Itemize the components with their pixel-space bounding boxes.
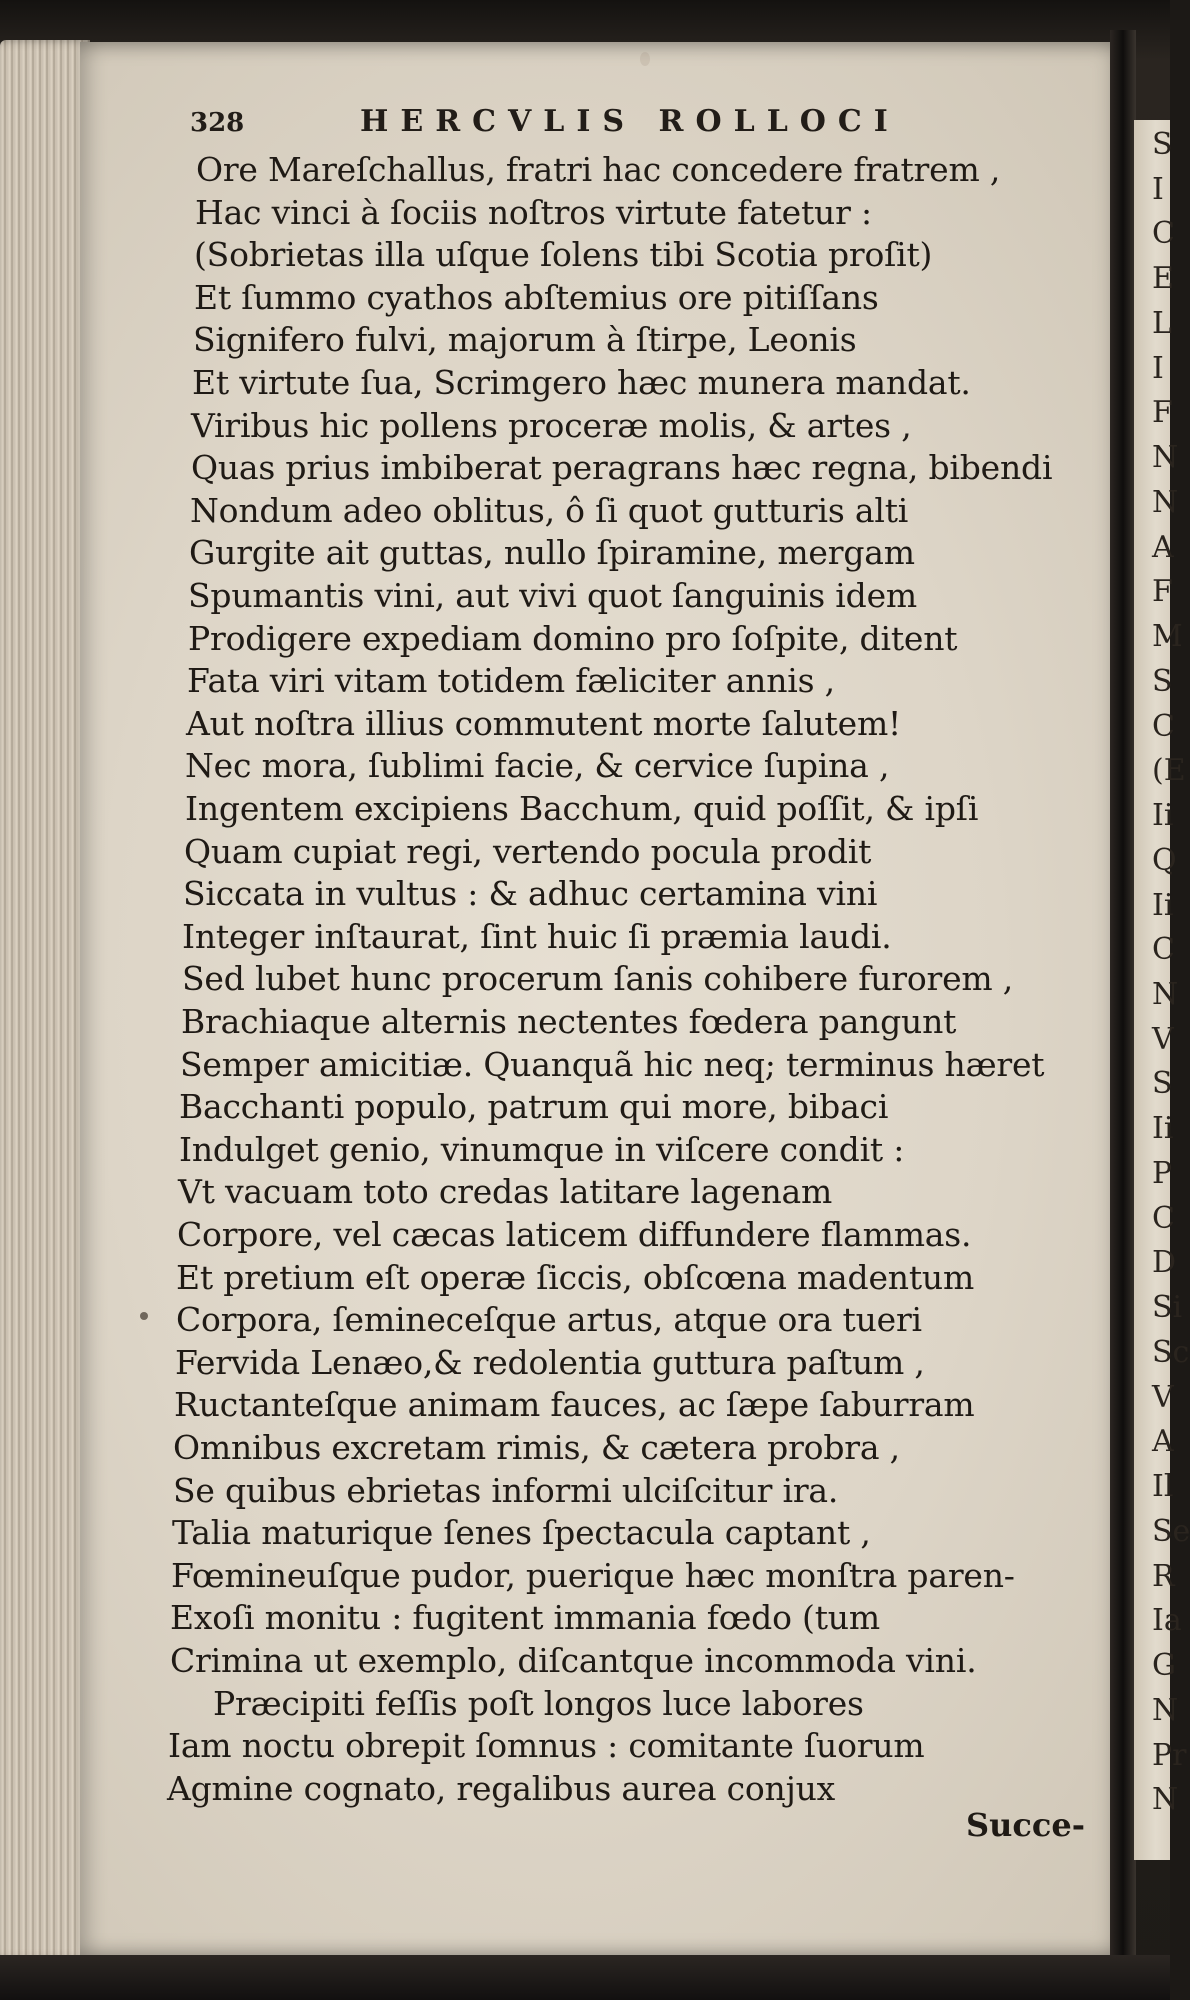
verse-line: Et pretium eſt operæ ſiccis, obſcœna madentum <box>176 1258 975 1297</box>
facing-page-letter: G <box>1152 1648 1176 1683</box>
page-number: 328 <box>190 108 245 138</box>
verse-line: Fœmineuſque pudor, puerique hæc monſtra paren- <box>171 1556 1015 1595</box>
facing-page-strip <box>1134 120 1190 1860</box>
facing-page-letter: Ii <box>1152 888 1174 923</box>
facing-page-letter: E <box>1152 261 1174 296</box>
verse-line: Sed lubet hunc procerum ſanis cohibere furorem , <box>182 959 1014 998</box>
verse-line: Nondum adeo oblitus, ô ſi quot gutturis alti <box>190 491 909 530</box>
verse-line: Ructanteſque animam fauces, ac ſæpe ſaburram <box>174 1385 975 1424</box>
verse-line: Ingentem excipiens Bacchum, quid poſſit, & ipſi <box>185 789 979 828</box>
facing-page-letter: Ia <box>1152 1603 1182 1638</box>
verse-line: Crimina ut exemplo, diſcantque incommoda vini. <box>170 1641 977 1680</box>
verse-line: Prodigere expediam domino pro ſoſpite, ditent <box>188 619 958 658</box>
facing-page-letter: M <box>1152 619 1183 654</box>
verse-line: Talia maturique ſenes ſpectacula captant , <box>172 1513 871 1552</box>
facing-page-letter: L <box>1152 306 1172 341</box>
verse-line: Indulget genio, vinumque in viſcere condit : <box>179 1130 905 1169</box>
facing-page-letter: C <box>1152 1201 1175 1236</box>
facing-page-letter: C <box>1152 932 1175 967</box>
verse-line: Et ſummo cyathos abſtemius ore pitiſſans <box>194 278 879 317</box>
verse-line: Præcipiti feſſis poſt longos luce labores <box>213 1684 864 1723</box>
verse-line: Nec mora, ſublimi facie, & cervice ſupina , <box>185 746 890 785</box>
verse-line: Gurgite ait guttas, nullo ſpiramine, mergam <box>189 533 915 572</box>
facing-page-letter: Se <box>1152 1514 1190 1549</box>
verse-line: Omnibus excretam rimis, & cætera probra , <box>173 1428 900 1467</box>
verse-line: Et virtute ſua, Scrimgero hæc munera mandat. <box>192 363 971 402</box>
running-head-title: HERCVLIS ROLLOCI <box>360 104 900 139</box>
paper-stain <box>640 52 650 66</box>
facing-page-letter: N <box>1152 1693 1179 1728</box>
facing-page-letter: S <box>1152 664 1173 699</box>
facing-page-letter: A <box>1152 530 1174 565</box>
verse-line: Semper amicitiæ. Quanquã hic neq; terminus hæret <box>180 1045 1045 1084</box>
facing-page-letter: F <box>1152 395 1173 430</box>
verse-line: Se quibus ebrietas informi ulciſcitur ira. <box>173 1471 839 1510</box>
facing-page-letter: N <box>1152 485 1179 520</box>
verse-line: Corpore, vel cæcas laticem diffundere flammas. <box>177 1215 972 1254</box>
verse-line: Quas prius imbiberat peragrans hæc regna, bibendi <box>191 448 1053 487</box>
stacked-page-edges <box>0 40 90 1960</box>
verse-line: Iam noctu obrepit ſomnus : comitante ſuorum <box>168 1726 925 1765</box>
verse-line: Quam cupiat regi, vertendo pocula prodit <box>184 832 872 871</box>
facing-page-letter: N <box>1152 440 1179 475</box>
facing-page-letter: Q <box>1152 843 1177 878</box>
verse-line: Bacchanti populo, patrum qui more, bibaci <box>179 1087 889 1126</box>
facing-page-letter: Il <box>1152 1469 1174 1504</box>
facing-page-letter: I <box>1152 172 1164 207</box>
verse-line: Agmine cognato, regalibus aurea conjux <box>167 1769 836 1808</box>
verse-line: Fata viri vitam totidem fæliciter annis , <box>187 661 835 700</box>
facing-page-letter: I <box>1152 351 1164 386</box>
facing-page-letter: S <box>1152 127 1173 162</box>
facing-page-letter: V <box>1152 1380 1174 1415</box>
verse-line: Siccata in vultus : & adhuc certamina vini <box>183 874 878 913</box>
verse-line: Exoſi monitu : fugitent immania fœdo (tum <box>170 1598 880 1637</box>
paper-stain <box>140 1312 148 1320</box>
verse-line: Hac vinci à ſociis noſtros virtute fatetur : <box>195 193 872 232</box>
verse-line: Integer inſtaurat, ſint huic ſi præmia laudi. <box>182 917 892 956</box>
running-head <box>190 104 1090 144</box>
facing-page-letter: V <box>1152 1022 1174 1057</box>
facing-page-letter: N <box>1152 977 1179 1012</box>
facing-page-letter: P <box>1152 1156 1173 1191</box>
verse-line: Fervida Lenæo,& redolentia guttura paſtum , <box>175 1343 925 1382</box>
facing-page-letter: C <box>1152 216 1175 251</box>
facing-page-letter: F <box>1152 574 1173 609</box>
book-gutter <box>1110 30 1136 1970</box>
facing-page-letter: Ii <box>1152 798 1174 833</box>
verse-line: Brachiaque alternis nectentes fœdera pangunt <box>181 1002 957 1041</box>
facing-page-letter: (E <box>1152 753 1186 788</box>
facing-page-letter: Pr <box>1152 1738 1187 1773</box>
facing-page-letter: N <box>1152 1782 1179 1817</box>
facing-page-letter: Sc <box>1152 1335 1190 1370</box>
bottom-shadow <box>0 1955 1170 2000</box>
verse-line: Spumantis vini, aut vivi quot ſanguinis idem <box>188 576 917 615</box>
facing-page-letter: R <box>1152 1559 1175 1594</box>
facing-page-letter: Si <box>1152 1290 1183 1325</box>
verse-line: Corpora, ſemineceſque artus, atque ora tueri <box>176 1300 922 1339</box>
verse-line: Signifero fulvi, majorum à ſtirpe, Leonis <box>193 320 857 359</box>
verse-line: Ore Mareſchallus, fratri hac concedere fratrem , <box>196 150 1001 189</box>
facing-page-letter: C <box>1152 709 1175 744</box>
catchword: Succe- <box>966 1806 1085 1844</box>
verse-line: Aut noſtra illius commutent morte ſalutem! <box>186 704 902 743</box>
facing-page-letter: Ii <box>1152 1111 1174 1146</box>
facing-page-letter: S <box>1152 1066 1173 1101</box>
verse-line: Vt vacuam toto credas latitare lagenam <box>178 1172 833 1211</box>
facing-page-letter: D <box>1152 1245 1177 1280</box>
verse-line: (Sobrietas illa uſque ſolens tibi Scotia proſit) <box>194 235 933 274</box>
verse-line: Viribus hic pollens proceræ molis, & artes , <box>191 406 912 445</box>
facing-page-letter: A <box>1152 1424 1174 1459</box>
